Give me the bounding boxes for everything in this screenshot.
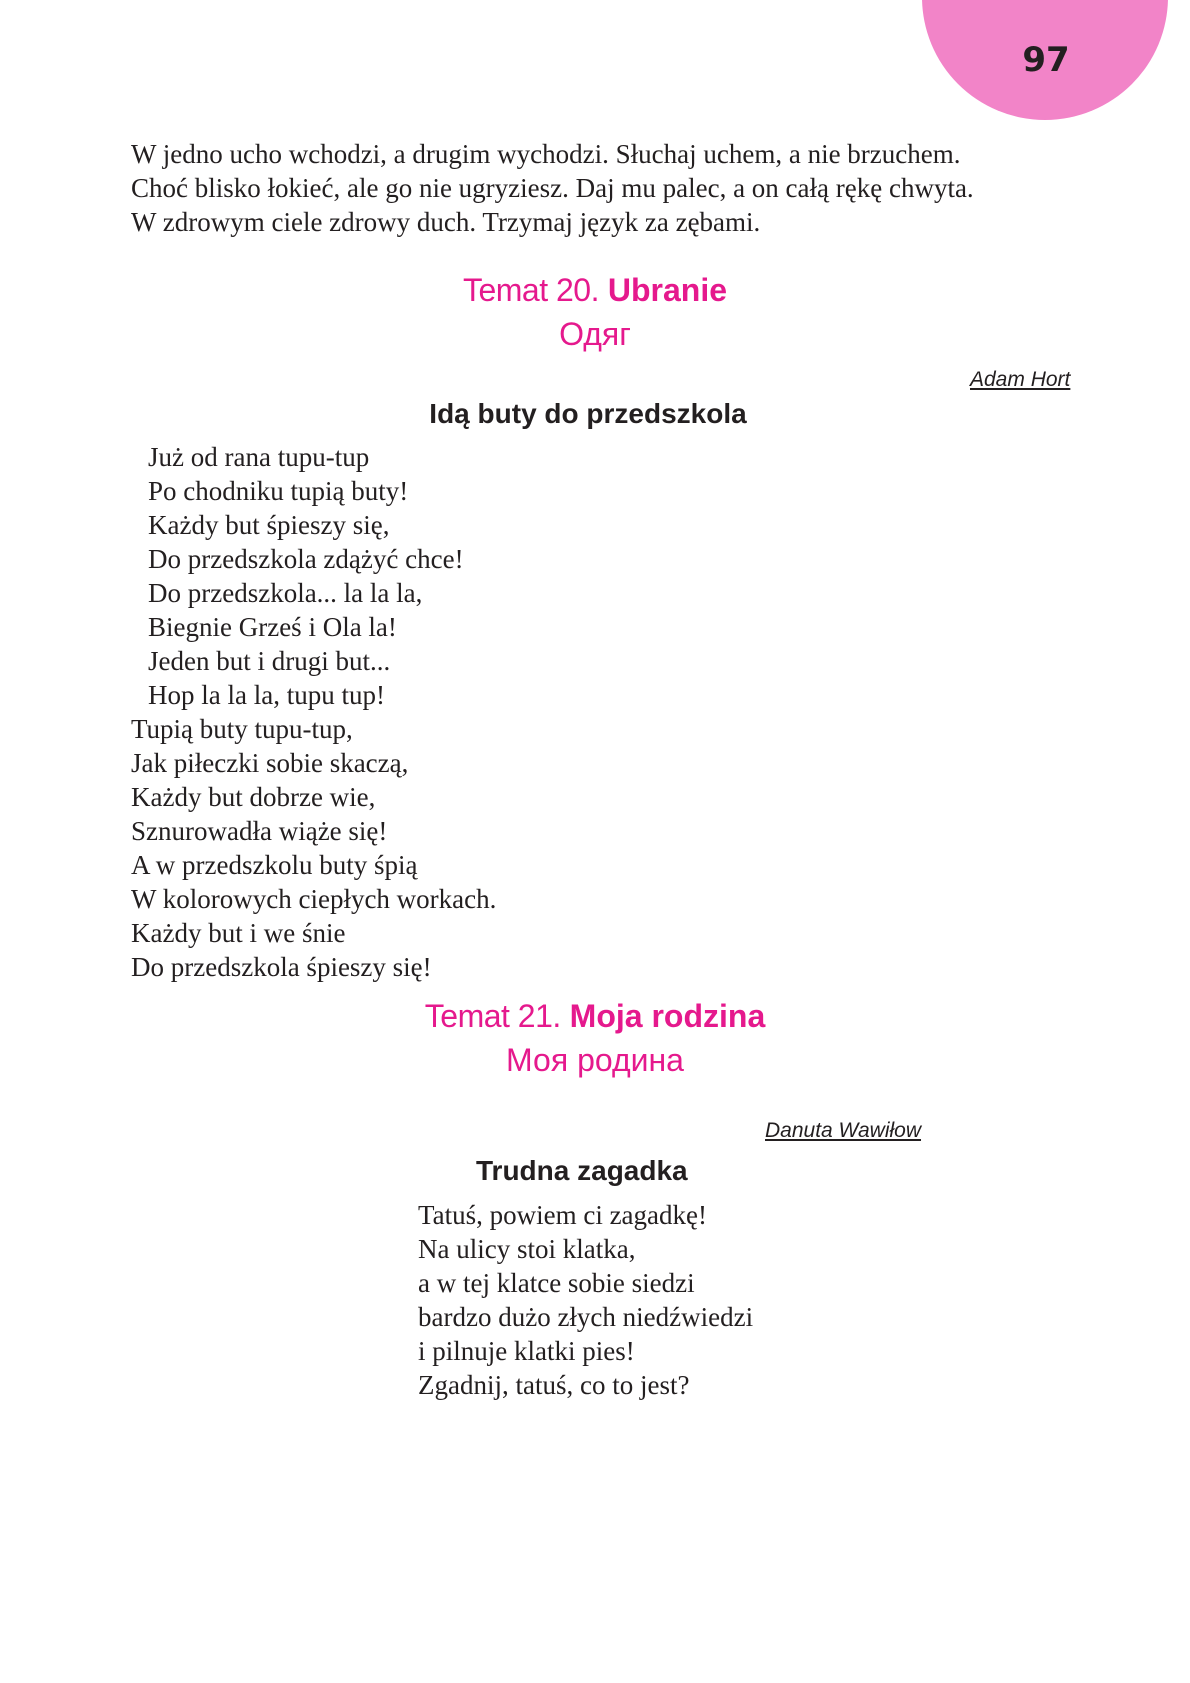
proverb-line: Choć blisko łokieć, ale go nie ugryziesz. Daj mu palec, a on całą rękę chwyta. <box>131 173 974 203</box>
topic-20-heading <box>0 268 1190 312</box>
poem-2-text <box>418 1198 753 1402</box>
poem-line: i pilnuje klatki pies! <box>418 1336 635 1366</box>
poem-line: Jak piłeczki sobie skaczą, <box>131 748 409 778</box>
poem-1-text <box>131 440 496 984</box>
proverbs-paragraph <box>131 137 1091 239</box>
poem-line: Na ulicy stoi klatka, <box>418 1234 636 1264</box>
poem-line: Każdy but dobrze wie, <box>131 782 376 812</box>
poem-2-title: Trudna zagadka <box>476 1155 688 1186</box>
topic-20-number: Temat 20. <box>462 272 599 308</box>
poem-line: Każdy but śpieszy się, <box>148 510 390 540</box>
poem-line: Tatuś, powiem ci zagadkę! <box>418 1200 707 1230</box>
poem-2-author: Danuta Wawiłow <box>765 1119 922 1142</box>
poem-1-title: Idą buty do przedszkola <box>429 398 747 429</box>
proverb-line: W jedno ucho wchodzi, a drugim wychodzi. Słuchaj uchem, a nie brzuchem. <box>131 139 961 169</box>
poem-line: Zgadnij, tatuś, co to jest? <box>418 1370 690 1400</box>
poem-line: A w przedszkolu buty śpią <box>131 850 418 880</box>
poem-line: bardzo dużo złych niedźwiedzi <box>418 1302 754 1332</box>
poem-line: Do przedszkola śpieszy się! <box>131 952 432 982</box>
page-number: 97 <box>1022 40 1070 80</box>
poem-line: W kolorowych ciepłych workach. <box>131 884 497 914</box>
poem-line: Sznurowadła wiąże się! <box>131 816 388 846</box>
poem-line: a w tej klatce sobie siedzi <box>418 1268 695 1298</box>
topic-20-translation: Одяг <box>559 316 631 352</box>
poem-line: Jeden but i drugi but... <box>148 646 391 676</box>
poem-line: Po chodniku tupią buty! <box>148 476 409 506</box>
poem-1-author: Adam Hort <box>970 368 1071 391</box>
poem-line: Tupią buty tupu-tup, <box>131 714 353 744</box>
poem-line: Hop la la la, tupu tup! <box>148 680 385 710</box>
poem-line: Każdy but i we śnie <box>131 918 346 948</box>
poem-line: Biegnie Grześ i Ola la! <box>148 612 397 642</box>
poem-line: Już od rana tupu-tup <box>148 442 370 472</box>
topic-21-translation: Моя родина <box>506 1042 684 1078</box>
poem-line: Do przedszkola zdążyć chce! <box>148 544 464 574</box>
poem-line: Do przedszkola... la la la, <box>148 578 423 608</box>
topic-21-number: Temat 21. <box>424 998 561 1034</box>
topic-21-heading <box>0 994 1190 1038</box>
topic-20-name: Ubranie <box>607 272 728 308</box>
proverb-line: W zdrowym ciele zdrowy duch. Trzymaj język za zębami. <box>131 207 761 237</box>
topic-21-name: Moja rodzina <box>569 998 766 1034</box>
